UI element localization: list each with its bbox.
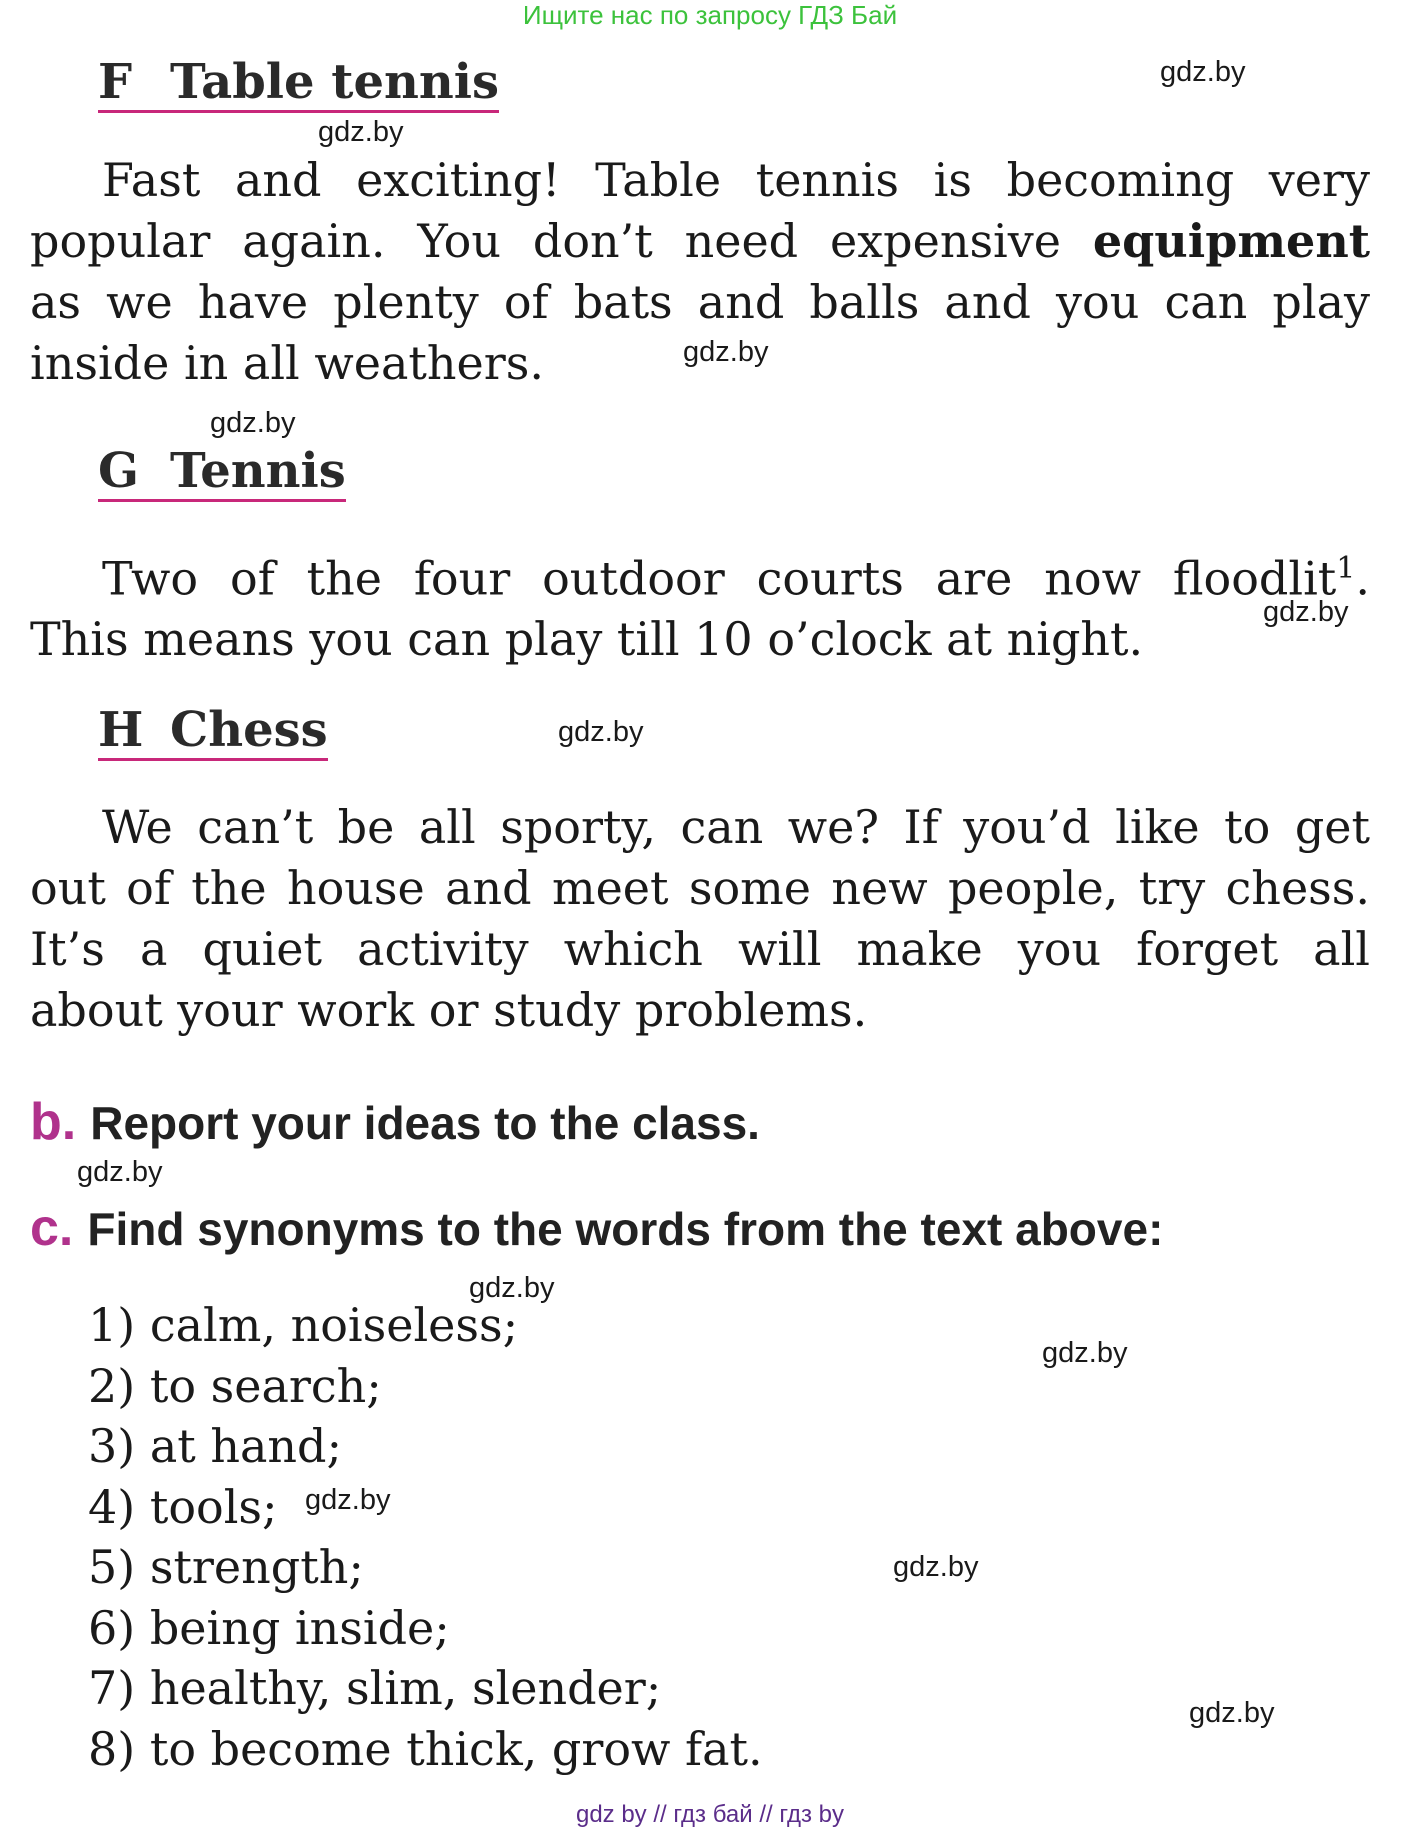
section-f-line: inside in all weathers.: [30, 336, 544, 390]
watermark: gdz.by: [305, 1484, 391, 1516]
synonyms-list: [88, 1295, 763, 1779]
task-b: [30, 1092, 760, 1152]
watermark: gdz.by: [1189, 1697, 1275, 1729]
watermark: gdz.by: [558, 716, 644, 748]
section-g-heading: [98, 443, 346, 502]
section-f-title: Table tennis: [170, 54, 500, 110]
list-item: 6) being inside;: [88, 1600, 450, 1655]
watermark: gdz.by: [210, 407, 296, 439]
bold-word-equipment: equipment: [1092, 214, 1371, 268]
list-item: 1) calm, noiseless;: [88, 1298, 519, 1352]
task-b-text: Report your ideas to the class.: [90, 1097, 760, 1149]
section-h-title: Chess: [170, 702, 328, 758]
section-h-text: [30, 797, 1370, 1041]
list-item: 3) at hand;: [88, 1419, 342, 1473]
section-g-title: Tennis: [170, 443, 346, 499]
watermark: gdz.by: [683, 336, 769, 368]
list-item: 2) to search;: [88, 1358, 382, 1413]
section-f-line: Fast and exciting! Table tennis is becoming very: [102, 153, 1370, 207]
list-item: 5) strength;: [88, 1540, 364, 1594]
watermark: gdz.by: [1160, 56, 1246, 88]
task-c: [30, 1198, 1163, 1258]
section-f-line: as we have plenty of bats and balls and you can play: [30, 275, 1370, 329]
task-c-letter: c.: [30, 1199, 74, 1257]
list-item: 4) tools;: [88, 1479, 278, 1534]
watermark: gdz.by: [469, 1272, 555, 1304]
section-h-letter: H: [98, 702, 144, 758]
watermark: gdz.by: [77, 1156, 163, 1188]
section-g-text: [30, 538, 1370, 670]
footnote-mark: 1: [1336, 551, 1356, 586]
section-g-line: Two of the four outdoor courts are now floodlit$^1$.: [102, 551, 1370, 606]
list-item: 8) to become thick, grow fat.: [88, 1721, 763, 1776]
task-b-letter: b.: [30, 1093, 77, 1151]
section-f-line: popular again. You don’t need expensive equipment: [30, 214, 1371, 268]
watermark: gdz.by: [1042, 1337, 1128, 1369]
task-c-text: Find synonyms to the words from the text above:: [87, 1203, 1164, 1255]
section-g-letter: G: [98, 443, 139, 499]
section-h-heading: [98, 702, 328, 761]
section-h-line: We can’t be all sporty, can we? If you’d like to get: [102, 800, 1370, 854]
section-g-line: This means you can play till 10 o’clock at night.: [30, 612, 1144, 667]
section-h-line: out of the house and meet some new people, try chess.: [30, 861, 1370, 915]
section-f-letter: F: [98, 54, 133, 110]
watermark: gdz.by: [318, 116, 404, 148]
section-h-line: about your work or study problems.: [30, 983, 868, 1037]
watermark: gdz.by: [893, 1551, 979, 1583]
footer: gdz by // гдз бай // гдз by: [575, 1801, 845, 1828]
top-banner: Ищите нас по запросу ГДЗ Бай: [522, 0, 898, 30]
list-item: 7) healthy, slim, slender;: [88, 1661, 662, 1715]
section-f-heading: [98, 54, 499, 113]
section-h-line: It’s a quiet activity which will make you forget all: [30, 922, 1370, 976]
watermark: gdz.by: [1263, 596, 1349, 628]
